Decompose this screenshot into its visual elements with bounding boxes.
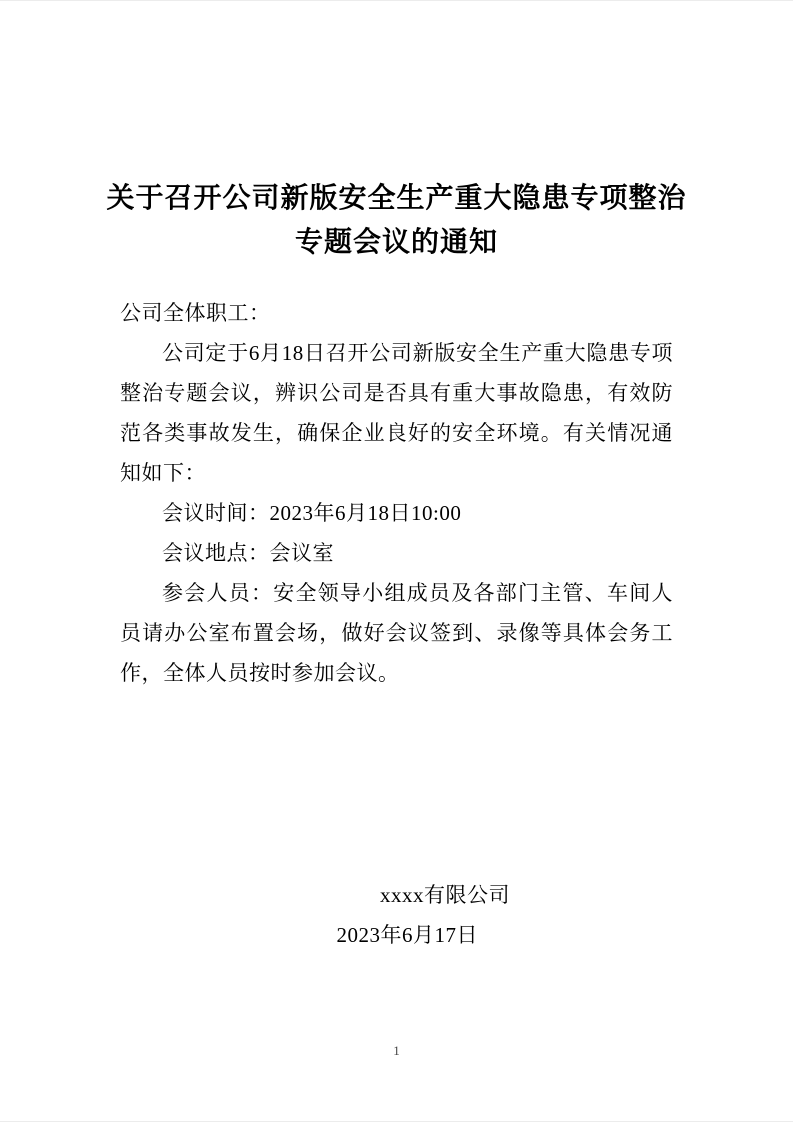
attendees-paragraph: 参会人员：安全领导小组成员及各部门主管、车间人员请办公室布置会场，做好会议签到、录像等具体会务工作，全体人员按时参加会议。	[120, 581, 673, 685]
document-title	[0, 1, 793, 265]
page-number: 1	[393, 1043, 400, 1058]
document-title-line-2: 专题会议的通知	[294, 227, 498, 258]
paragraph-intro: 公司定于6月18日召开公司新版安全生产重大隐患专项整治专题会议，辨识公司是否具有重大事故隐患，有效防范各类事故发生，确保企业良好的安全环境。有关情况通知如下：	[120, 341, 673, 485]
document-body	[0, 293, 793, 955]
signature-date: 2023年6月17日	[336, 923, 478, 947]
document-title-line-1: 关于召开公司新版安全生产重大隐患专项整治	[106, 183, 687, 214]
signature-block	[120, 875, 673, 955]
signature-company: xxxx有限公司	[380, 883, 510, 907]
meeting-place-line: 会议地点：会议室	[162, 541, 334, 565]
meeting-time-line: 会议时间：2023年6月18日10:00	[162, 501, 462, 525]
salutation: 公司全体职工：	[120, 301, 271, 325]
